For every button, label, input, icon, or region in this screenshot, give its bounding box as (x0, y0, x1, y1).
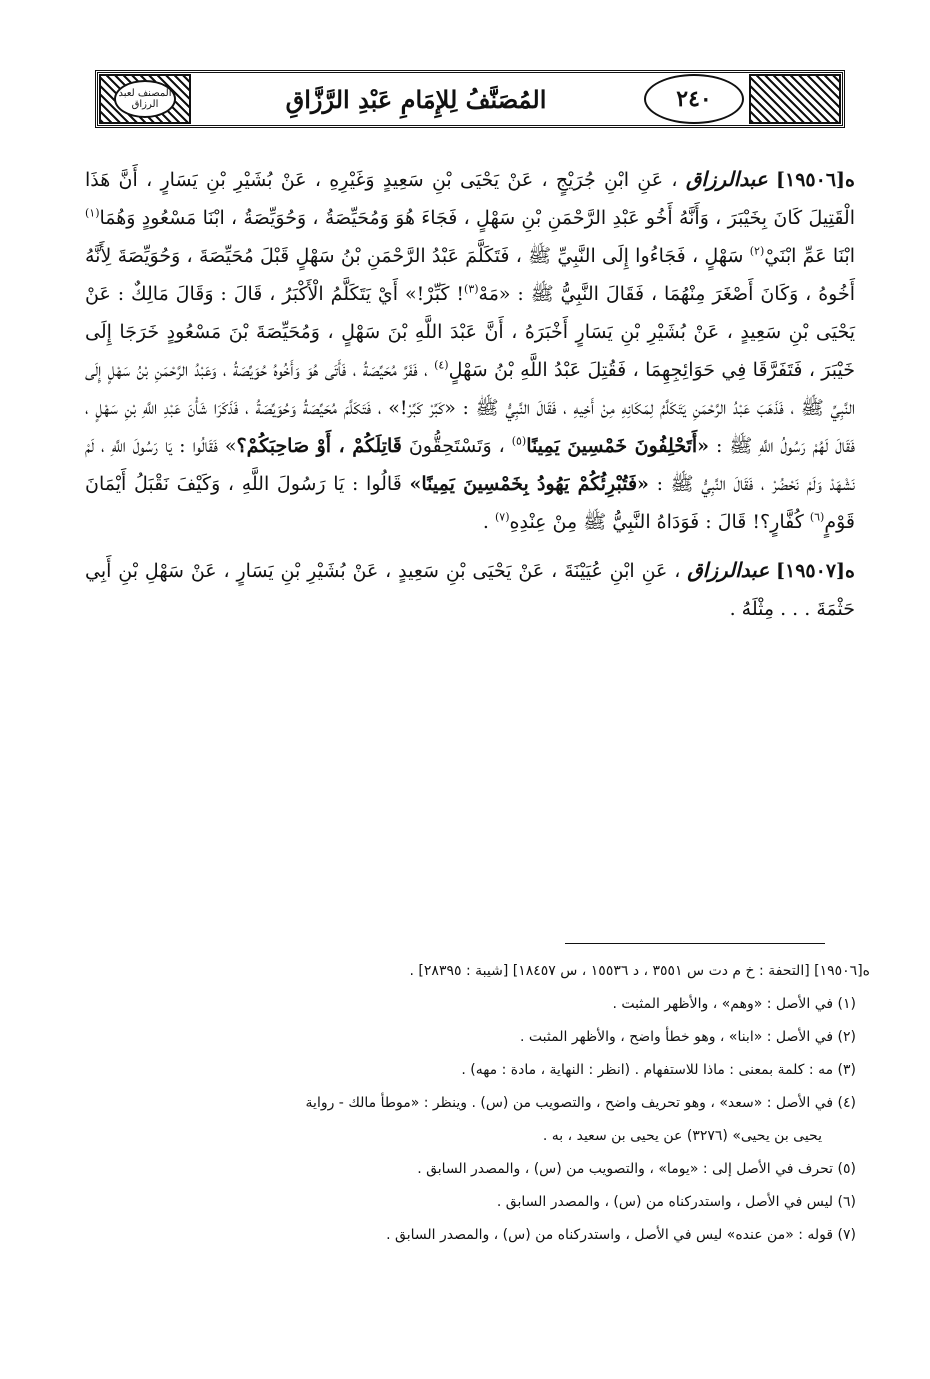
footnote-4-cont: يحيى بن يحيى» (٣٢٧٦) عن يحيى بن سعيد ، به . (542, 1128, 822, 1144)
footnote-marker: (١) (85, 206, 100, 220)
main-text (85, 160, 855, 638)
text-segment: ، عَنِ ابْنِ عُيَيْنَةَ ، عَنْ يَحْيَى بْنِ سَعِيدٍ ، عَنْ بُشَيْرِ بْنِ يَسَارٍ ، عَنْ سَهْلِ بْنِ أَبِي حَثْمَةَ . . . مِثْلَهُ . (85, 560, 855, 620)
footnote-6: (٦) ليس في الأصل ، واستدركناه من (س) ، والمصدر السابق . (496, 1194, 856, 1210)
hadith-19506 (85, 160, 855, 541)
footnote-7: (٧) قوله : «من عنده» ليس في الأصل ، واستدركناه من (س) ، والمصدر السابق . (386, 1227, 856, 1243)
author-name: عبدالرزاق (685, 167, 768, 191)
footnote-1: (١) في الأصل : «وهم» ، والأظهر المثبت . (612, 996, 856, 1012)
header-ornament-left (99, 74, 191, 124)
hadith-number: ه[١٩٥٠٧] (776, 560, 855, 582)
footnote-marker: (٧) (495, 510, 510, 524)
quote-text: «أَتَحْلِفُونَ خَمْسِينَ يَمِينًا (526, 435, 710, 457)
footnote-source: ه[١٩٥٠٦] [التحفة : خ م دت س ٣٥٥١ ، د ١٥٥٣٦ ، س ١٨٤٥٧] [شيبة : ٢٨٣٩٥] . (409, 963, 870, 979)
page-number: ٢٤٠ (644, 74, 744, 124)
text-segment: ، عَنِ ابْنِ جُرَيْجٍ ، عَنْ يَحْيَى بْنِ سَعِيدٍ وَغَيْرِهِ ، عَنْ بُشَيْرِ بْنِ يَسَارٍ ، أَنَّ هَذَا الْقَتِيلَ كَانَ بِخَيْبَرَ ، وَأَنَّهُ أَخُو عَبْدِ الرَّحْمَنِ بْنِ سَهْلٍ ، فَجَاءَ هُوَ وَمُحَيِّصَةُ ، وَحُوَيِّصَةُ ، ابْنَا مَسْعُودٍ وَهُمَا (85, 169, 855, 229)
text-segment: ، فَفَرَّ مُحَيِّصَةُ ، فَأَتَى هُوَ وَأَخُوهُ حُوَيِّصَةُ ، وَعَبْدُ الرَّحْمَنِ بْنُ سَهْلٍ إِلَى النَّبِيِّ ﷺ ، فَذَهَبَ عَبْدُ الرَّحْمَنِ يَتَكَلَّمُ لِمَكَانِهِ مِنْ أَخِيهِ ، فَقَالَ النَّبِيُّ ﷺ : «كَبِّرْ كَبِّرْ!» ، فَتَكَلَّمَ مُحَيِّصَةُ وَحُوَيِّصَةُ ، فَذَكَرَا شَأْنَ عَبْدِ اللَّهِ بْنِ سَهْلٍ ، فَقَالَ لَهُمْ رَسُولُ اللَّهِ ﷺ : (85, 359, 856, 457)
text-segment: ! كَبِّرْ!» أَيْ يَتَكَلَّمُ الْأَكْبَرُ ، قَالَ : وَقَالَ مَالِكٌ : عَنْ يَحْيَى بْنِ سَعِيدٍ ، عَنْ بُشَيْرِ بْنِ يَسَارٍ أَخْبَرَهُ ، أَنَّ عَبْدَ اللَّهِ بْنَ سَهْلٍ ، وَمُحَيِّصَةَ بْنَ مَسْعُودٍ خَرَجَا إِلَى خَيْبَرَ ، فَتَفَرَّقَا فِي حَوَائِجِهِمَا ، فَقُتِلَ عَبْدُ اللَّهِ بْنُ سَهْلٍ (85, 283, 856, 381)
text-segment: سَهْلٍ ، فَجَاءُوا إِلَى النَّبِيِّ ﷺ ، فَتَكَلَّمَ عَبْدُ الرَّحْمَنِ بْنُ سَهْلٍ قَبْلَ مُحَيِّصَةَ ، وَحُوَيِّصَةَ لِأَنَّهُ أَخُوهُ ، وَكَانَ أَصْغَرَ مِنْهُمَا ، فَقَالَ النَّبِيُّ ﷺ : «مَهْ (85, 245, 856, 305)
quote-text: قَاتِلَكُمْ ، أَوْ صَاحِبَكُمْ؟ (236, 435, 402, 457)
quote-text: «فَتُبْرِئُكُمْ يَهُودُ بِخَمْسِينَ يَمِينًا» (409, 473, 649, 495)
footnotes (95, 955, 870, 1252)
footnote-marker: (٢) (749, 244, 765, 258)
footnote-2: (٢) في الأصل : «ابنا» ، وهو خطأ واضح ، والأظهر المثبت . (520, 1029, 856, 1045)
footnote-3: (٣) مه : كلمة بمعنى : ماذا للاستفهام . (انظر : النهاية ، مادة : مهه) . (461, 1062, 856, 1078)
text-segment: » فَقَالُوا : يَا رَسُولَ اللَّهِ ، لَمْ نَشْهَدْ وَلَمْ نَحْضُرْ ، فَقَالَ النَّبِيُّ ﷺ : (85, 435, 855, 495)
footnote-divider (565, 943, 825, 944)
text-segment: ، وَتَسْتَحِقُّونَ (408, 435, 512, 457)
text-segment: كُفَّارٍ؟! قَالَ : فَوَدَاهُ النَّبِيُّ ﷺ مِنْ عِنْدِهِ (509, 511, 810, 533)
hadith-19507 (85, 551, 855, 628)
footnote-marker: (٤) (434, 358, 449, 372)
page-header (95, 70, 845, 128)
footnote-4: (٤) في الأصل : «سعد» ، وهو تحريف واضح ، والتصويب من (س) . وينظر : «موطأ مالك - رواية (305, 1095, 856, 1111)
text-segment: ابْنَا عَمِّ ابْنَيْ (764, 245, 856, 267)
footnote-marker: (٦) (809, 510, 825, 524)
hadith-number: ه[١٩٥٠٦] (776, 169, 855, 191)
author-name: عبدالرزاق (687, 558, 770, 582)
footnote-marker: (٣) (464, 282, 479, 296)
text-segment: . (482, 511, 495, 533)
header-ornament-right (749, 74, 841, 124)
book-title: المُصَنَّفُ لِلإِمَامِ عَبْدِ الرَّزَّاقِ (285, 84, 547, 114)
text-segment: قَالُوا : يَا رَسُولَ اللَّهِ ، وَكَيْفَ نَقْبَلُ أَيْمَانَ قَوْمٍ (85, 473, 855, 533)
footnote-5: (٥) تحرف في الأصل إلى : «يوما» ، والتصويب من (س) ، والمصدر السابق . (417, 1161, 856, 1177)
footnote-marker: (٥) (511, 434, 527, 448)
seal-logo: المصنف لعبد الرزاق (114, 80, 176, 118)
